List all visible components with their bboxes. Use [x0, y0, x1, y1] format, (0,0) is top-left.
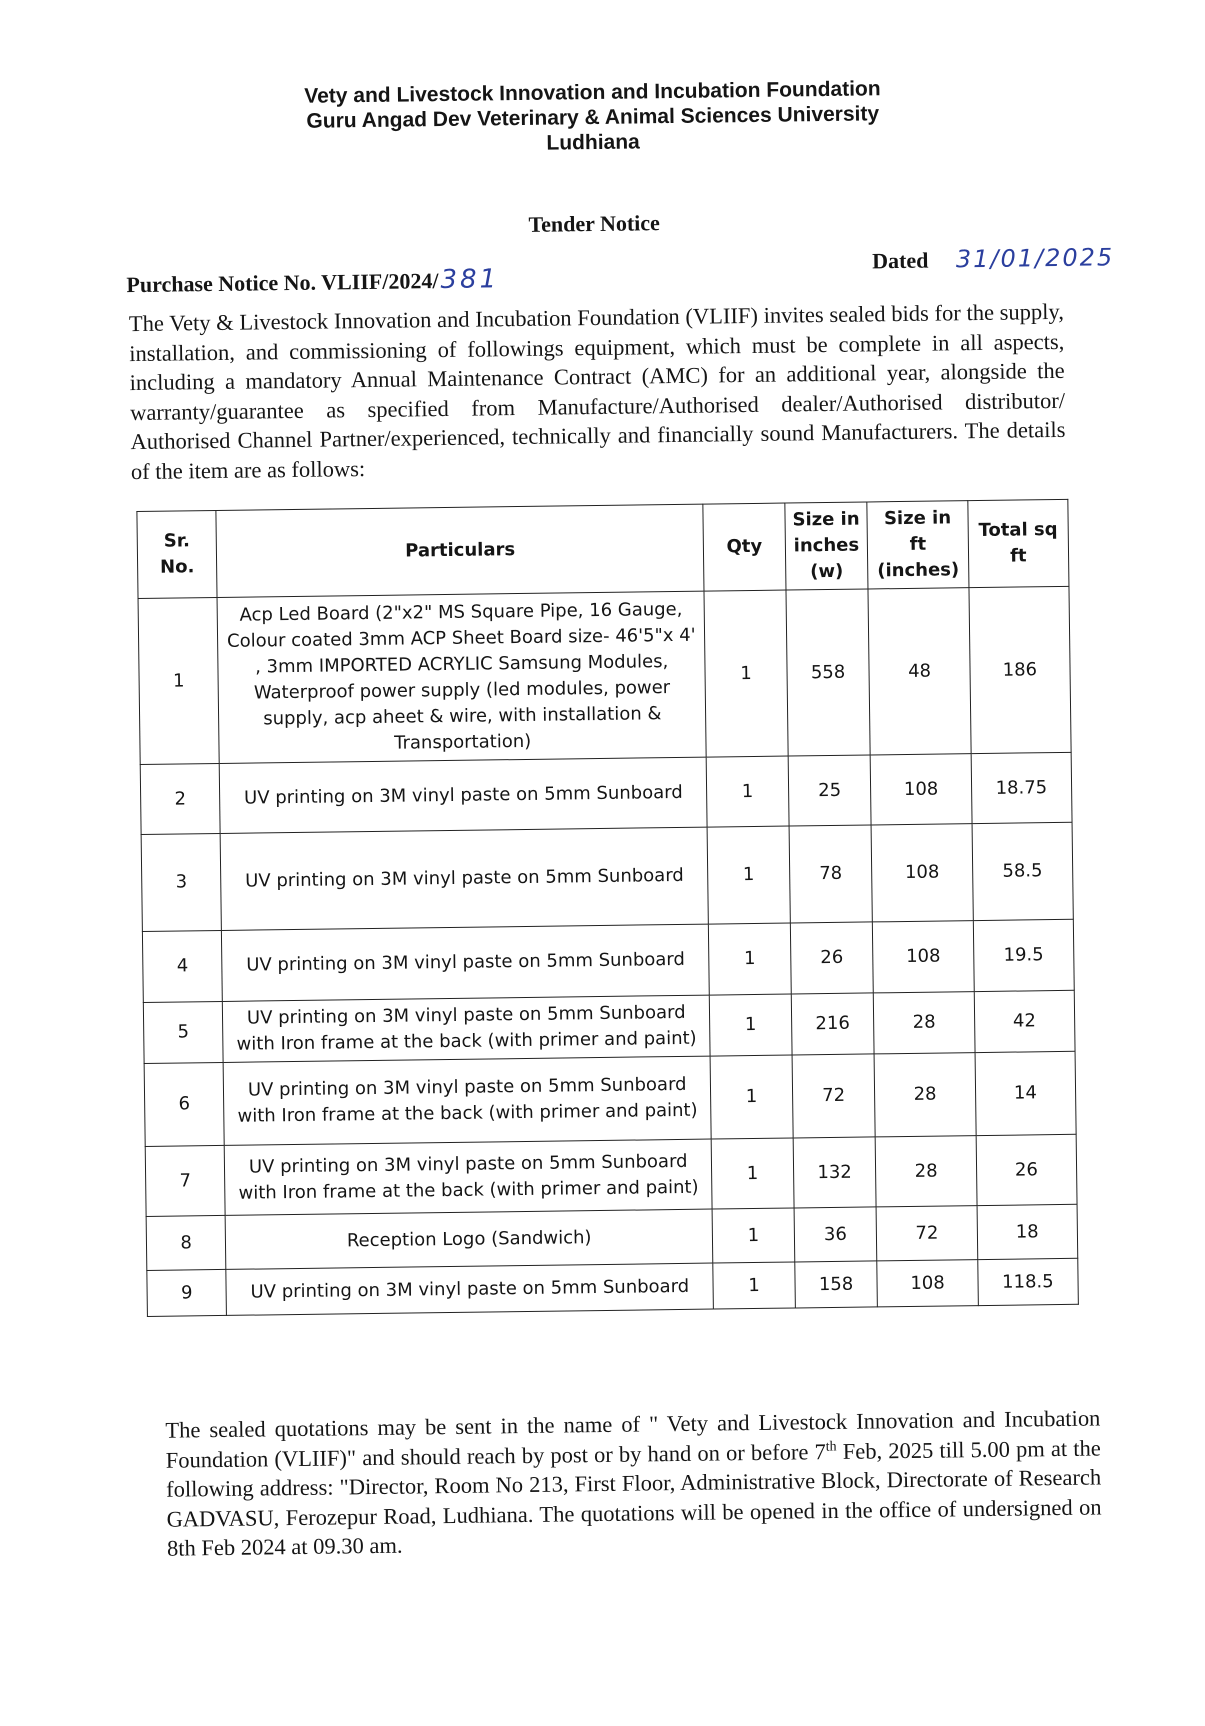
- cell-size-ft: 72: [876, 1206, 977, 1261]
- purchase-notice-label: Purchase Notice No.: [126, 269, 317, 298]
- cell-size-ft: 28: [874, 1053, 975, 1137]
- cell-particulars: Acp Led Board (2"x2" MS Square Pipe, 16 Gauge, Colour coated 3mm ACP Sheet Board size- 46'5"x 4' , 3mm IMPORTED ACRYLIC Samsung Modules, Waterproof power supply (led modules, power supply, acp aheet & wire, with installation & Transportation): [217, 591, 706, 763]
- cell-total: 58.5: [972, 822, 1074, 920]
- cell-qty: 1: [710, 1055, 792, 1139]
- dated-label: Dated: [872, 247, 929, 274]
- cell-particulars: UV printing on 3M vinyl paste on 5mm Sunboard: [219, 757, 707, 833]
- cell-size-ft: 48: [868, 588, 970, 755]
- cell-size-inches: 158: [794, 1261, 877, 1308]
- table-row: [144, 1051, 1076, 1146]
- cell-total: 42: [974, 990, 1075, 1052]
- cell-size-ft: 28: [874, 992, 975, 1054]
- cell-qty: 1: [713, 1262, 795, 1309]
- cell-sr: 1: [138, 597, 219, 764]
- handwritten-date: 31/01/2025: [955, 243, 1115, 274]
- cell-size-inches: 132: [793, 1137, 877, 1208]
- closing-paragraph: [165, 1403, 1102, 1563]
- cell-total: 18.75: [971, 752, 1072, 823]
- header-total-sq-ft: Total sq ft: [967, 499, 1069, 587]
- cell-qty: 1: [709, 923, 791, 995]
- cell-size-ft: 108: [871, 754, 972, 825]
- handwritten-notice-number: 381: [440, 264, 500, 296]
- closing-text-part2: Feb, 2025 till 5.00 pm at the following address: "Director, Room No 213, First Floor, Administrative Block, Directorate of Research GADVASU, Ferozepur Road, Ludhiana. The quotations will be opened in the office of undersigned on 8th Feb 2024 at 09.30 am.: [166, 1434, 1102, 1561]
- cell-size-ft: 108: [871, 824, 972, 922]
- cell-size-ft: 108: [873, 921, 974, 993]
- cell-particulars: UV printing on 3M vinyl paste on 5mm Sunboard: [226, 1263, 714, 1315]
- purchase-notice-code: VLIIF/2024/: [320, 268, 439, 295]
- cell-qty: 1: [704, 590, 788, 757]
- cell-qty: 1: [711, 1138, 793, 1209]
- items-table: [136, 499, 1078, 1317]
- closing-text-part1: The sealed quotations may be sent in the name of " Vety and Livestock Innovation and Incubation Foundation (VLIIF)" and should reach by post or by hand on or before 7: [165, 1405, 1101, 1473]
- cell-sr: 7: [145, 1145, 225, 1216]
- cell-size-inches: 36: [794, 1207, 878, 1262]
- table-row: [145, 1134, 1077, 1216]
- cell-size-inches: 216: [791, 993, 875, 1055]
- cell-size-inches: 26: [790, 922, 874, 994]
- cell-total: 19.5: [973, 919, 1074, 991]
- cell-particulars: UV printing on 3M vinyl paste on 5mm Sunboard with Iron frame at the back (with primer and paint): [224, 1139, 712, 1215]
- cell-total: 14: [975, 1051, 1076, 1135]
- cell-particulars: UV printing on 3M vinyl paste on 5mm Sunboard: [222, 924, 710, 1001]
- cell-particulars: Reception Logo (Sandwich): [225, 1209, 713, 1269]
- table-row: [141, 822, 1073, 931]
- cell-sr: 9: [147, 1269, 227, 1316]
- table-header-row: [137, 499, 1069, 598]
- cell-particulars: UV printing on 3M vinyl paste on 5mm Sunboard: [220, 827, 708, 930]
- notice-date: [872, 243, 1114, 274]
- cell-particulars: UV printing on 3M vinyl paste on 5mm Sunboard with Iron frame at the back (with primer and paint): [223, 1056, 711, 1145]
- cell-sr: 5: [143, 1001, 223, 1063]
- university-name: Guru Angad Dev Veterinary & Animal Sciences University: [306, 102, 880, 133]
- header-sr-no: Sr. No.: [137, 510, 217, 598]
- cell-qty: 1: [710, 994, 792, 1056]
- cell-qty: 1: [707, 826, 790, 924]
- cell-particulars: UV printing on 3M vinyl paste on 5mm Sunboard with Iron frame at the back (with primer and paint): [223, 995, 711, 1062]
- cell-sr: 2: [140, 763, 220, 834]
- header-size-inches: Size in inches (w): [784, 502, 868, 590]
- cell-qty: 1: [712, 1208, 794, 1263]
- table-row: [140, 752, 1072, 834]
- organization-name: Vety and Livestock Innovation and Incubation Foundation: [304, 77, 881, 108]
- cell-size-inches: 558: [786, 589, 871, 756]
- cell-total: 18: [977, 1204, 1078, 1259]
- letterhead: [0, 72, 1196, 163]
- cell-size-inches: 72: [792, 1054, 876, 1138]
- cell-sr: 4: [142, 930, 222, 1002]
- cell-qty: 1: [706, 756, 788, 827]
- cell-total: 186: [969, 586, 1072, 753]
- header-particulars: Particulars: [216, 504, 704, 597]
- cell-sr: 6: [144, 1062, 224, 1146]
- purchase-notice-number: [126, 264, 499, 299]
- cell-sr: 8: [146, 1215, 226, 1270]
- cell-sr: 3: [141, 833, 221, 931]
- cell-size-inches: 78: [789, 825, 873, 923]
- cell-total: 118.5: [977, 1258, 1078, 1305]
- ordinal-suffix: th: [825, 1438, 837, 1455]
- document-title: Tender Notice: [528, 210, 661, 237]
- cell-total: 26: [976, 1134, 1077, 1205]
- intro-paragraph: The Vety & Livestock Innovation and Incubation Foundation (VLIIF) invites sealed bids for the supply, installation, and commissioning of followings equipment, which must be complete in all aspects, including a mandatory Annual Maintenance Contract (AMC) for an additional year, alongside the warranty/guarantee as specified from Manufacture/Authorised dealer/Authorised distributor/ Authorised Channel Partner/experienced, technically and financially sound Manufacturers. The details of the item are as follows:: [128, 298, 1066, 484]
- header-size-ft: Size in ft (inches): [867, 501, 968, 589]
- city-name: Ludhiana: [546, 130, 640, 155]
- cell-size-ft: 28: [876, 1136, 977, 1207]
- cell-size-inches: 25: [788, 755, 872, 826]
- header-qty: Qty: [703, 503, 785, 591]
- table-row: [138, 586, 1071, 764]
- table-row: [142, 919, 1074, 1002]
- cell-size-ft: 108: [877, 1260, 978, 1307]
